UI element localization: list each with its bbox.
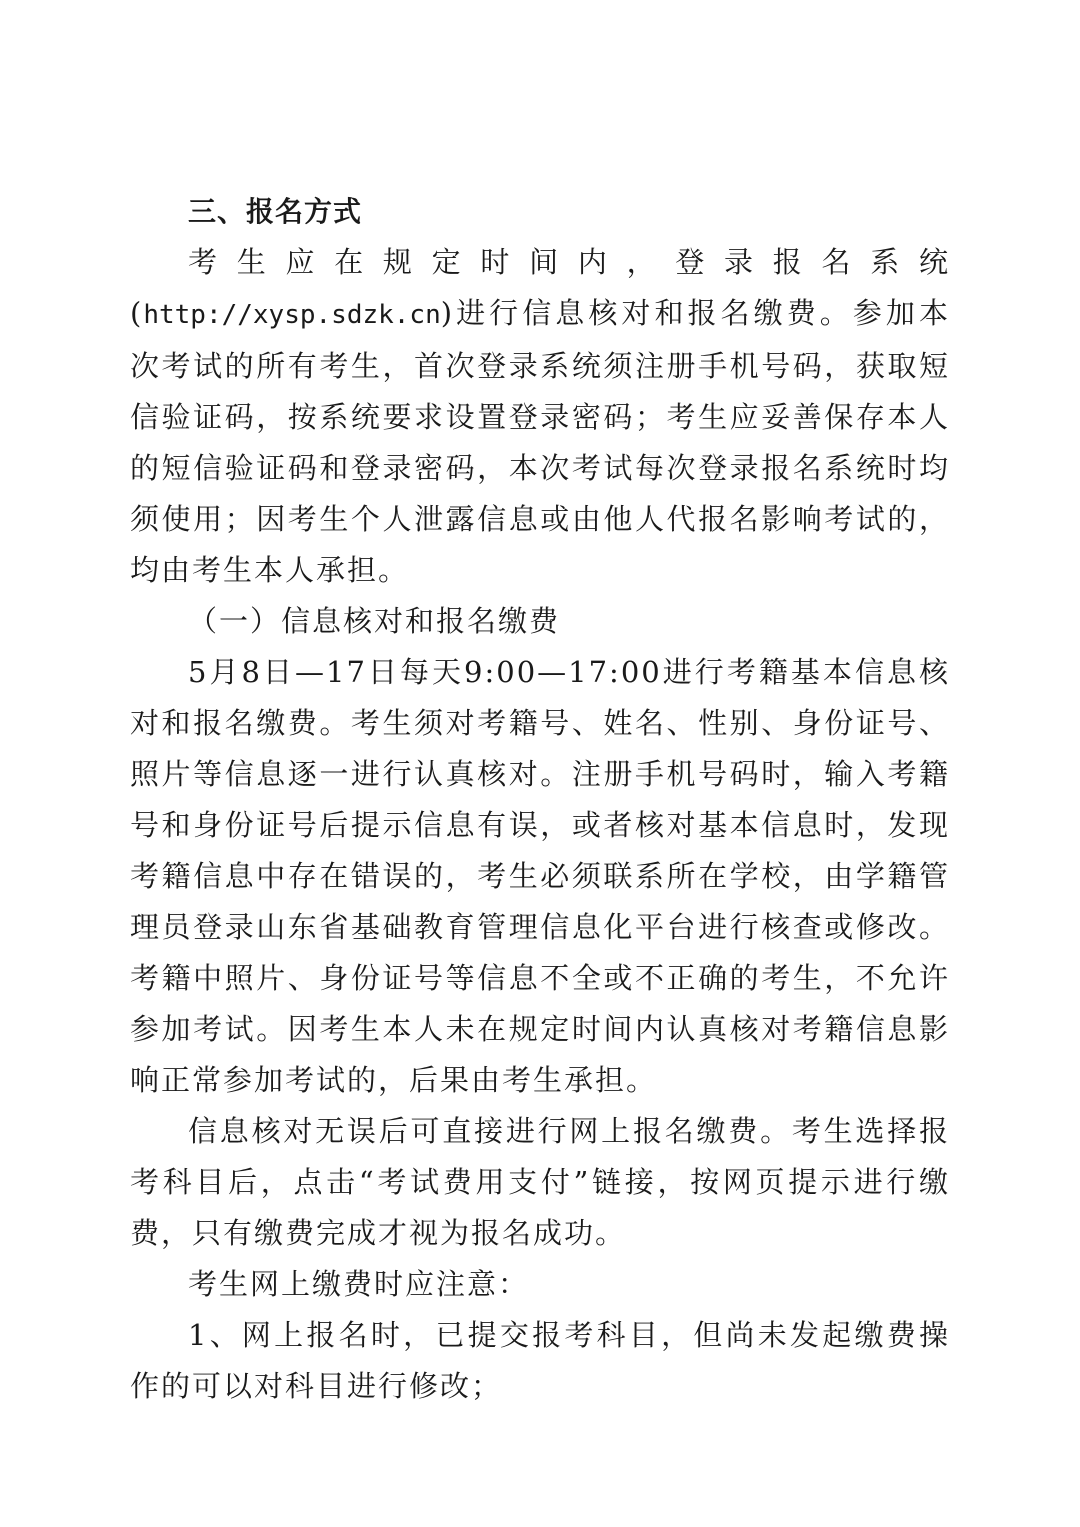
intro-text-before-url: 考生应在规定时间内，登录报名系统( — [130, 245, 950, 330]
document-body — [130, 187, 950, 1412]
subsection-heading: （一）信息核对和报名缴费 — [188, 604, 561, 638]
section-heading: 三、报名方式 — [188, 195, 363, 228]
intro-text-after-url: )进行信息核对和报名缴费。参加本次考试的所有考生，首次登录系统须注册手机号码，获取短信验证码，按系统要求设置登录密码；考生应妥善保存本人的短信验证码和登录密码，本次考试每次登录报名系统时均须使用；因考生个人泄露信息或由他人代报名影响考试的，均由考生本人承担。 — [130, 296, 950, 587]
verification-paragraph: 5月8日—17日每天9:00—17:00进行考籍基本信息核对和报名缴费。考生须对考籍号、姓名、性别、身份证号、照片等信息逐一进行认真核对。注册手机号码时，输入考籍号和身份证号后提示信息有误，或者核对基本信息时，发现考籍信息中存在错误的，考生必须联系所在学校，由学籍管理员登录山东省基础教育管理信息化平台进行核查或修改。考籍中照片、身份证号等信息不全或不正确的考生，不允许参加考试。因考生本人未在规定时间内认真核对考籍信息影响正常参加考试的，后果由考生承担。 — [130, 655, 950, 1097]
payment-notice-lead: 考生网上缴费时应注意： — [188, 1267, 530, 1301]
notice-item-1: 1、网上报名时，已提交报考科目，但尚未发起缴费操作的可以对科目进行修改； — [130, 1318, 950, 1403]
registration-url-link[interactable]: http://xysp.sdzk.cn — [143, 300, 441, 330]
intro-paragraph — [130, 237, 950, 596]
payment-paragraph: 信息核对无误后可直接进行网上报名缴费。考生选择报考科目后，点击“考试费用支付”链接，按网页提示进行缴费，只有缴费完成才视为报名成功。 — [130, 1114, 950, 1250]
